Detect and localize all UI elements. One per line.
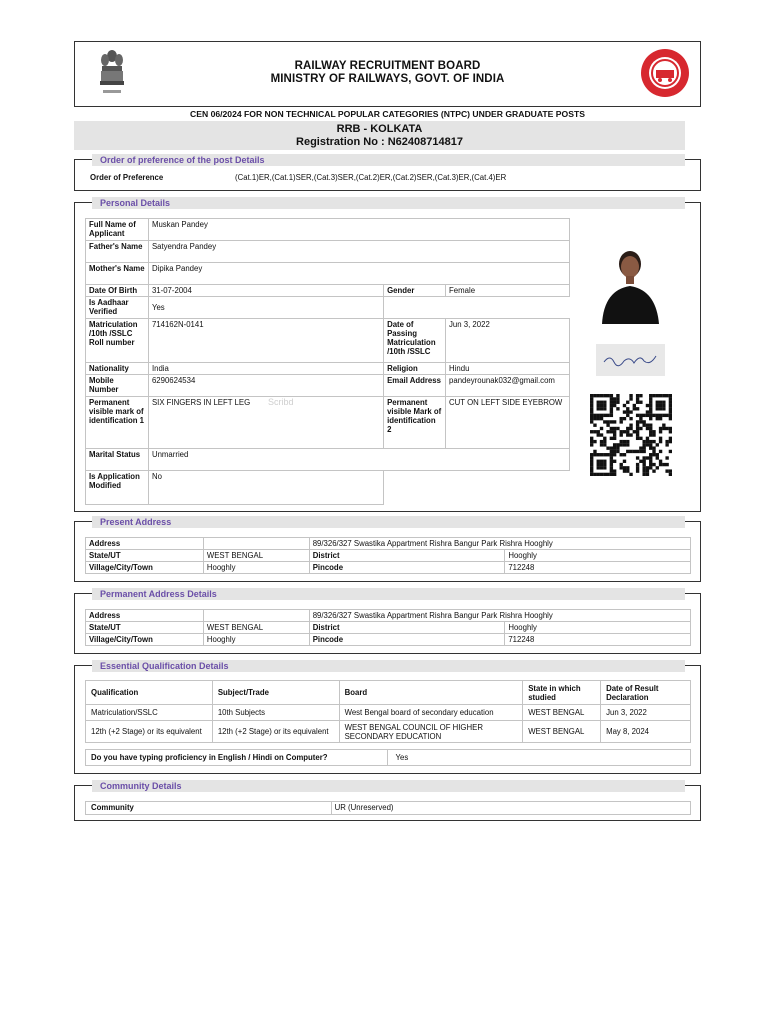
table-row bbox=[86, 562, 691, 574]
table-row bbox=[86, 802, 691, 815]
table-row bbox=[86, 363, 570, 375]
typing-value: Yes bbox=[387, 750, 690, 766]
watermark: Scribd bbox=[268, 397, 294, 407]
mark1-value: SIX FINGERS IN LEFT LEG bbox=[148, 397, 383, 449]
typing-table bbox=[85, 749, 691, 766]
cell: 12th (+2 Stage) or its equivalent bbox=[212, 721, 339, 743]
table-header-row bbox=[86, 681, 691, 705]
table-row bbox=[86, 538, 691, 550]
district-value: Hooghly bbox=[505, 622, 691, 634]
community-label: Community bbox=[86, 802, 332, 815]
mark2-label: Permanent visible Mark of identification 2 bbox=[384, 397, 446, 449]
rrb-name: RRB - KOLKATA bbox=[336, 123, 423, 135]
personal-details-table bbox=[85, 218, 570, 505]
table-row bbox=[86, 471, 570, 505]
typing-label: Do you have typing proficiency in English / Hindi on Computer? bbox=[86, 750, 388, 766]
marital-label: Marital Status bbox=[86, 449, 149, 471]
pincode-value: 712248 bbox=[505, 562, 691, 574]
table-row bbox=[86, 750, 691, 766]
applicant-photo bbox=[596, 246, 665, 324]
father-value: Satyendra Pandey bbox=[148, 241, 569, 263]
ministry-title: MINISTRY OF RAILWAYS, GOVT. OF INDIA bbox=[270, 73, 505, 85]
modified-value: No bbox=[148, 471, 383, 505]
cell: WEST BENGAL bbox=[523, 705, 601, 721]
rrb-band bbox=[74, 121, 685, 150]
cell: 10th Subjects bbox=[212, 705, 339, 721]
state-value: WEST BENGAL bbox=[203, 622, 309, 634]
cell: West Bengal board of secondary education bbox=[339, 705, 523, 721]
dob-label: Date Of Birth bbox=[86, 285, 149, 297]
village-label: Village/City/Town bbox=[86, 562, 204, 574]
table-row bbox=[86, 550, 691, 562]
nationality-label: Nationality bbox=[86, 363, 149, 375]
district-label: District bbox=[309, 550, 505, 562]
header-subject: Subject/Trade bbox=[212, 681, 339, 705]
preference-label: Order of Preference bbox=[90, 173, 164, 182]
address-value: 89/326/327 Swastika Appartment Rishra Bangur Park Rishra Hooghly bbox=[309, 538, 690, 550]
village-value: Hooghly bbox=[203, 634, 309, 646]
cell: May 8, 2024 bbox=[601, 721, 691, 743]
section-title: Community Details bbox=[100, 781, 182, 791]
section-title: Essential Qualification Details bbox=[100, 661, 229, 671]
district-value: Hooghly bbox=[505, 550, 691, 562]
applicant-signature bbox=[596, 344, 665, 376]
district-label: District bbox=[309, 622, 505, 634]
header-qualification: Qualification bbox=[86, 681, 213, 705]
pincode-label: Pincode bbox=[309, 634, 505, 646]
marital-value: Unmarried bbox=[148, 449, 569, 471]
preference-value: (Cat.1)ER,(Cat.1)SER,(Cat.3)SER,(Cat.2)ER,(Cat.2)SER,(Cat.3)ER,(Cat.4)ER bbox=[235, 173, 507, 182]
modified-label: Is Application Modified bbox=[86, 471, 149, 505]
permanent-address-table bbox=[85, 609, 691, 646]
table-row bbox=[86, 297, 570, 319]
preference-section bbox=[74, 160, 701, 191]
table-row bbox=[86, 397, 570, 449]
table-row bbox=[86, 219, 570, 241]
header-board: Board bbox=[339, 681, 523, 705]
cell: Matriculation/SSLC bbox=[86, 705, 213, 721]
table-row bbox=[86, 263, 570, 285]
dob-value: 31-07-2004 bbox=[148, 285, 383, 297]
table-row bbox=[86, 285, 570, 297]
section-title: Present Address bbox=[100, 517, 172, 527]
board-title: RAILWAY RECRUITMENT BOARD bbox=[294, 60, 481, 72]
passing-value: Jun 3, 2022 bbox=[446, 319, 570, 363]
community-table bbox=[85, 801, 691, 815]
registration-number: Registration No : N62408714817 bbox=[296, 136, 463, 148]
railway-logo-icon bbox=[640, 48, 690, 98]
pincode-label: Pincode bbox=[309, 562, 505, 574]
table-row bbox=[86, 375, 570, 397]
address-value: 89/326/327 Swastika Appartment Rishra Bangur Park Rishra Hooghly bbox=[309, 610, 690, 622]
aadhaar-label: Is Aadhaar Verified bbox=[86, 297, 149, 319]
address-label: Address bbox=[86, 610, 204, 622]
mother-value: Dipika Pandey bbox=[148, 263, 569, 285]
mobile-value: 6290624534 bbox=[148, 375, 383, 397]
address-label: Address bbox=[86, 538, 204, 550]
section-title: Order of preference of the post Details bbox=[100, 155, 265, 165]
gender-label: Gender bbox=[384, 285, 446, 297]
gender-value: Female bbox=[446, 285, 570, 297]
mother-label: Mother's Name bbox=[86, 263, 149, 285]
aadhaar-value: Yes bbox=[148, 297, 383, 319]
mark2-value: CUT ON LEFT SIDE EYEBROW bbox=[446, 397, 570, 449]
present-address-table bbox=[85, 537, 691, 574]
full-name-label: Full Name of Applicant bbox=[86, 219, 149, 241]
religion-value: Hindu bbox=[446, 363, 570, 375]
header-result-date: Date of Result Declaration bbox=[601, 681, 691, 705]
table-row bbox=[86, 705, 691, 721]
table-row bbox=[86, 634, 691, 646]
roll-value: 714162N-0141 bbox=[148, 319, 383, 363]
email-label: Email Address bbox=[384, 375, 446, 397]
section-title: Personal Details bbox=[100, 198, 171, 208]
cell: 12th (+2 Stage) or its equivalent bbox=[86, 721, 213, 743]
passing-label: Date of Passing Matriculation /10th /SSLC bbox=[384, 319, 446, 363]
full-name-value: Muskan Pandey bbox=[148, 219, 569, 241]
table-row bbox=[86, 721, 691, 743]
qualification-table bbox=[85, 680, 691, 743]
state-label: State/UT bbox=[86, 550, 204, 562]
pincode-value: 712248 bbox=[505, 634, 691, 646]
table-row bbox=[86, 622, 691, 634]
cell: Jun 3, 2022 bbox=[601, 705, 691, 721]
mobile-label: Mobile Number bbox=[86, 375, 149, 397]
email-value: pandeyrounak032@gmail.com bbox=[446, 375, 570, 397]
community-value: UR (Unreserved) bbox=[331, 802, 690, 815]
roll-label: Matriculation /10th /SSLC Roll number bbox=[86, 319, 149, 363]
state-value: WEST BENGAL bbox=[203, 550, 309, 562]
header-state: State in which studied bbox=[523, 681, 601, 705]
mark1-label: Permanent visible mark of identification 1 bbox=[86, 397, 149, 449]
cell: WEST BENGAL bbox=[523, 721, 601, 743]
cell: WEST BENGAL COUNCIL OF HIGHER SECONDARY EDUCATION bbox=[339, 721, 523, 743]
section-title: Permanent Address Details bbox=[100, 589, 217, 599]
cen-notice: CEN 06/2024 FOR NON TECHNICAL POPULAR CATEGORIES (NTPC) UNDER GRADUATE POSTS bbox=[190, 109, 585, 119]
nationality-value: India bbox=[148, 363, 383, 375]
religion-label: Religion bbox=[384, 363, 446, 375]
qr-code bbox=[590, 394, 672, 476]
state-label: State/UT bbox=[86, 622, 204, 634]
village-label: Village/City/Town bbox=[86, 634, 204, 646]
header bbox=[74, 41, 701, 107]
table-row bbox=[86, 449, 570, 471]
table-row bbox=[86, 241, 570, 263]
table-row bbox=[86, 610, 691, 622]
father-label: Father's Name bbox=[86, 241, 149, 263]
village-value: Hooghly bbox=[203, 562, 309, 574]
table-row bbox=[86, 319, 570, 363]
